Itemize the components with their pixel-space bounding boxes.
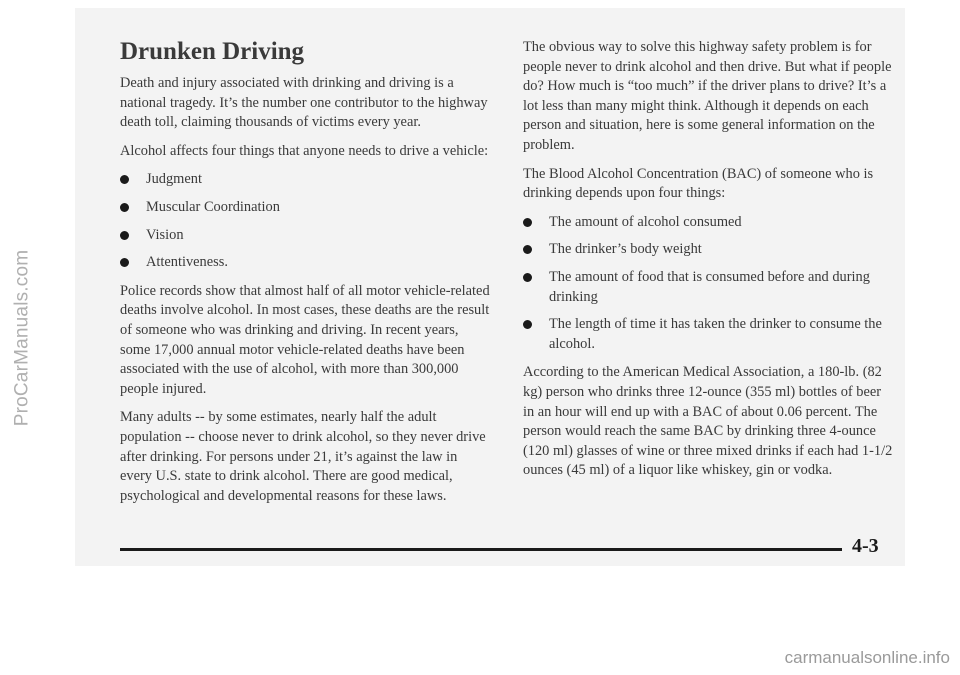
list-item: [523, 213, 893, 233]
police-records-paragraph: Police records show that almost half of all motor vehicle-related deaths involve alcohol. In most cases, these deaths are the result of someone who was drinking and driving. In recent years, some 17,000 annual motor vehicle-related deaths have been associated with the use of alcohol, with more than 300,000 people injured.: [120, 282, 490, 397]
list-item: [523, 315, 893, 354]
affects-list: [120, 170, 492, 272]
list-item: [120, 253, 492, 273]
list-item-text: The amount of alcohol consumed: [549, 213, 742, 230]
bottom-watermark: carmanualsonline.info: [784, 648, 950, 667]
bullet-icon: [120, 203, 129, 212]
list-item: [523, 268, 893, 307]
intro-paragraph: Death and injury associated with drinking and driving is a national tragedy. It’s the number one contributor to the highway death toll, claiming thousands of victims every year.: [120, 75, 488, 131]
list-item: [120, 198, 492, 218]
bullet-icon: [523, 320, 532, 329]
bullet-icon: [120, 231, 129, 240]
solution-paragraph: The obvious way to solve this highway safety problem is for people never to drink alcohol and then drive. But what if people do? How much is “too much” if the driver plans to drive? It’s a lot less than many might think. Although it depends on each person and situation, here is some general information on the problem.: [523, 39, 892, 153]
list-item-text: Attentiveness.: [146, 254, 228, 271]
affects-paragraph: Alcohol affects four things that anyone needs to drive a vehicle:: [120, 142, 489, 159]
bac-paragraph: The Blood Alcohol Concentration (BAC) of someone who is drinking depends upon four things:: [523, 165, 874, 202]
bullet-icon: [120, 258, 129, 267]
bullet-icon: [523, 273, 532, 282]
adults-paragraph: Many adults -- by some estimates, nearly half the adult population -- choose never to drink alcohol, so they never drive after drinking. For persons under 21, it’s against the law in every U.S. state to drink alcohol. There are good medical, psychological and developmental reasons for these laws.: [120, 409, 486, 504]
list-item-text: The amount of food that is consumed before and during drinking: [549, 268, 870, 305]
side-watermark: [7, 0, 37, 675]
bullet-icon: [523, 218, 532, 227]
ama-paragraph: According to the American Medical Association, a 180-lb. (82 kg) person who drinks three 12-ounce (355 ml) bottles of beer in an hour will end up with a BAC of about 0.06 percent. The person would reach the same BAC by drinking three 4-ounce (120 ml) glasses of wine or three mixed drinks if each had 1-1/2 ounces (45 ml) of a liquor like whiskey, gin or vodka.: [523, 364, 893, 479]
list-item-text: Judgment: [146, 171, 202, 188]
bullet-icon: [120, 175, 129, 184]
bac-factors-list: [523, 213, 893, 355]
footer-rule: [120, 548, 842, 551]
list-item: [120, 170, 492, 190]
right-column: [523, 38, 893, 490]
list-item: [523, 240, 893, 260]
section-title: Drunken Driving: [120, 38, 305, 65]
list-item-text: Muscular Coordination: [146, 198, 280, 215]
list-item-text: Vision: [146, 226, 184, 243]
list-item-text: The length of time it has taken the drinker to consume the alcohol.: [549, 316, 882, 352]
page-number: 4-3: [852, 535, 879, 557]
list-item: [120, 226, 492, 246]
list-item-text: The drinker’s body weight: [549, 241, 702, 258]
bullet-icon: [523, 245, 532, 254]
side-watermark-text: ProCarManuals.com: [11, 249, 33, 426]
left-column: [120, 36, 492, 515]
